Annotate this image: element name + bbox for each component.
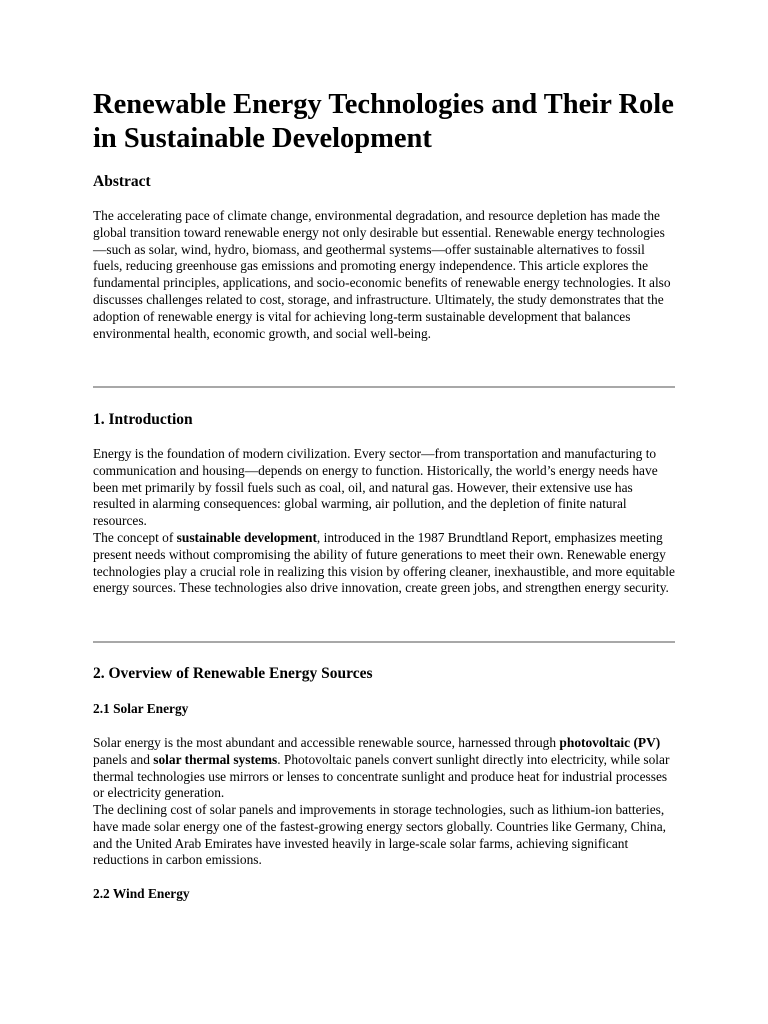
document-title: Renewable Energy Technologies and Their Role in Sustainable Development [93,89,674,154]
solar-thermal-term: solar thermal systems [153,751,278,767]
wind-energy-heading: 2.2 Wind Energy [93,886,190,901]
photovoltaic-term: photovoltaic (PV) [559,735,661,750]
introduction-paragraph-1: Energy is the foundation of modern civilization. Every sector—from transportation and manufacturing to communication and housing—depends on energy to function. Historically, the world’s energy needs have been met primarily by fossil fuels such as coal, oil, and natural gas. However, their extensive use has resulted in alarming consequences: global warming, air pollution, and the depletion of finite natural resources. [93,446,658,529]
intro-p2-text-end: , introduced in the 1987 Brundtland Report, emphasizes meeting present needs without compromising the ability of future generations to meet their own. Renewable energy technologies play a crucial role in realizing this vision by offering cleaner, inexhaustible, and more equitable energy sources. These technologies also drive innovation, create green jobs, and strengthen energy security. [93,530,675,596]
solar-paragraph-1 [93,735,675,802]
solar-p1-text-a: Solar energy is the most abundant and accessible renewable source, harnessed through [93,735,560,750]
intro-p2-text-start: The concept of [93,530,177,545]
solar-paragraph-2: The declining cost of solar panels and improvements in storage technologies, such as lithium-ion batteries, have made solar energy one of the fastest-growing energy sectors globally. Countries like Germany, China, and the United Arab Emirates have invested heavily in large-scale solar farms, achieving significant reductions in carbon emissions. [93,802,667,868]
solar-p1-text-d: . Photovoltaic panels convert sunlight directly into electricity, while solar thermal technologies use mirrors or lenses to concentrate sunlight and produce heat for industrial processes or electricity generation. [93,751,670,801]
solar-energy-heading: 2.1 Solar Energy [93,701,189,716]
section-divider [93,641,675,643]
overview-heading: 2. Overview of Renewable Energy Sources [93,665,373,682]
abstract-heading: Abstract [93,173,151,190]
abstract-paragraph: The accelerating pace of climate change, environmental degradation, and resource depletion has made the global transition toward renewable energy not only desirable but essential. Renewable energy technologies—such as solar, wind, hydro, biomass, and geothermal systems—offer sustainable alternatives to fossil fuels, reducing greenhouse gas emissions and promoting energy independence. This article explores the fundamental principles, applications, and socio-economic benefits of renewable energy technologies. It also discusses challenges related to cost, storage, and infrastructure. Ultimately, the study demonstrates that the adoption of renewable energy is vital for achieving long-term sustainable development that balances environmental health, economic growth, and social well-being. [93,208,671,341]
introduction-paragraph-2 [93,530,675,597]
introduction-heading: 1. Introduction [93,411,193,428]
sustainable-development-term: sustainable development [176,530,317,545]
solar-p1-text-c: panels and [93,751,154,767]
section-divider [93,386,675,388]
